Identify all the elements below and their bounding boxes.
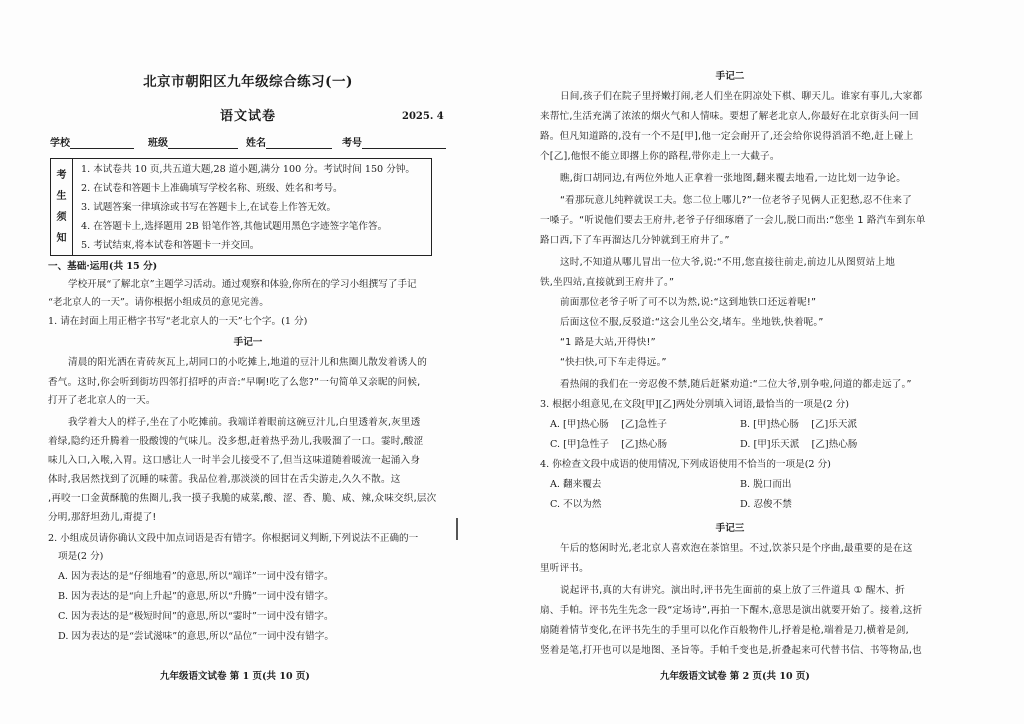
note2-line: 路口西,下了车再溜达几分钟就到王府井了。” — [540, 235, 730, 246]
q3-option-d-pair: [乙]热心肠 — [811, 439, 858, 450]
q3-option-d[interactable] — [740, 440, 857, 450]
note3-line: 说起评书,真的大有讲究。演出时,评书先生面前的桌上放了三件道具 ① 醒木、折 — [560, 585, 905, 596]
candidate-notice-box — [50, 158, 432, 256]
note1-line: 味儿入口,入喉,入胃。这口感让人一时半会儿接受不了,但当这味道随着暖流一起涌入身 — [48, 455, 421, 466]
note2-title: 手记二 — [715, 71, 745, 82]
notice-item: 2. 在试卷和答题卡上准确填写学校名称、班级、姓名和考号。 — [81, 183, 343, 194]
note1-line: 我学着大人的样子,坐在了小吃摊前。我端详着眼前这碗豆汁儿,白里透着灰,灰里透 — [68, 417, 421, 428]
exam-date: 2025. 4 — [402, 111, 444, 122]
q3-option-c-pair: [乙]热心肠 — [621, 439, 668, 450]
exam-title: 北京市朝阳区九年级综合练习(一) — [143, 74, 353, 90]
notice-header-char: 考 — [56, 170, 67, 181]
exam-number-field[interactable] — [342, 139, 446, 149]
note2-line: “1 路是大站,开得快!” — [560, 337, 656, 348]
school-blank — [70, 139, 134, 149]
q4-option-b[interactable]: B. 脱口而出 — [740, 479, 792, 490]
note3-line: 午后的悠闲时光,老北京人喜欢泡在茶馆里。不过,饮茶只是个序曲,最重要的是在这 — [560, 543, 913, 554]
paper-title: 语文试卷 — [219, 109, 276, 124]
note2-line: 一嗓子。“听说他们要去王府井,老爷子仔细琢磨了一会儿,脱口而出:“您坐 1 路汽车到东单 — [540, 215, 926, 226]
note2-line: 路。但凡知道路的,没有一个不是[甲],他一定会耐开了,还会给你说得滔滔不绝,赶上碰上 — [540, 131, 914, 142]
question-4: 4. 你检查文段中成语的使用情况,下列成语使用不恰当的一项是(2 分) — [540, 459, 831, 470]
q4-option-d[interactable]: D. 忍俊不禁 — [740, 499, 792, 510]
notice-item: 1. 本试卷共 10 页,共五道大题,28 道小题,满分 100 分。考试时间 150 分钟。 — [81, 164, 415, 175]
q3-option-b[interactable] — [740, 420, 857, 430]
q3-option-a-pair: [乙]急性子 — [621, 419, 667, 430]
q3-option-b-pair: [乙]乐天派 — [811, 419, 858, 430]
right-page — [540, 0, 926, 724]
note1-line: 分明,那舒坦劲儿,甭提了! — [48, 512, 157, 523]
q2-option-c[interactable]: C. 因为表达的是“极短时间”的意思,所以“霎时”一词中没有错字。 — [58, 611, 334, 622]
question-1: 1. 请在封面上用正楷字书写“老北京人的一天”七个字。(1 分) — [48, 316, 308, 327]
note2-line: 日间,孩子们在院子里捋嫩打闹,老人们坐在阴凉处下棋、聊天儿。谁家有事儿,大家都 — [560, 91, 923, 102]
q2-option-b[interactable]: B. 因为表达的是“向上升起”的意思,所以“升腾”一词中没有错字。 — [58, 591, 334, 602]
name-label: 姓名 — [246, 138, 266, 149]
question-2: 项是(2 分) — [58, 551, 104, 562]
note3-title: 手记三 — [715, 523, 745, 534]
class-label: 班级 — [148, 138, 168, 149]
notice-item: 4. 在答题卡上,选择题用 2B 铅笔作答,其他试题用黑色字迹签字笔作答。 — [81, 221, 388, 232]
student-info-row — [50, 139, 448, 153]
name-field[interactable] — [246, 139, 332, 149]
q2-option-d[interactable]: D. 因为表达的是“尝试滋味”的意思,所以“品位”一词中没有错字。 — [58, 631, 334, 642]
note2-line: 看热闹的我们在一旁忍俊不禁,随后赶紧劝道:“二位大爷,别争啦,问道的都走远了。” — [560, 379, 912, 390]
note2-line: “快扫快,可下车走得远。” — [560, 357, 667, 368]
question-2: 2. 小组成员请你确认文段中加点词语是否有错字。你根据词义判断,下列说法不正确的一 — [48, 533, 419, 544]
question-3: 3. 根据小组意见,在文段[甲][乙]两处分别填入词语,最恰当的一项是(2 分) — [540, 399, 849, 410]
note2-line: “看那玩意儿纯粹就误工夫。您二位上哪儿?”一位老爷子见俩人正犯愁,忍不住来了 — [560, 195, 912, 206]
notice-item: 5. 考试结束,将本试卷和答题卡一并交回。 — [81, 240, 260, 251]
note1-line: 着绿,隐约还升腾着一股酸馊的气味儿。没多想,赶着热乎劲儿,我吸溜了一口。霎时,酸涩 — [48, 436, 424, 447]
note1-line: 清晨的阳光洒在青砖灰瓦上,胡同口的小吃摊上,地道的豆汁儿和焦圈儿散发着诱人的 — [68, 357, 428, 368]
q3-option-a-label: A. [甲]热心肠 — [550, 419, 609, 430]
notice-header-char: 须 — [56, 212, 67, 223]
q3-option-c[interactable] — [550, 440, 667, 450]
name-blank — [266, 139, 332, 149]
notice-header-char: 知 — [56, 233, 67, 244]
note2-line: 前面那位老爷子听了可不以为然,说:“这到地铁口还远着呢!” — [560, 297, 817, 308]
note1-line: 香气。这时,你会听到街坊四邻打招呼的声音:“早啊!吃了么您?”一句简单又亲昵的问候, — [48, 377, 421, 388]
q3-option-a[interactable] — [550, 420, 667, 430]
q3-option-d-label: D. [甲]乐天派 — [740, 439, 800, 450]
q4-option-c[interactable]: C. 不以为然 — [550, 499, 602, 510]
margin-mark — [456, 518, 458, 540]
note2-line: 这时,不知道从哪儿冒出一位大爷,说:“不用,您直接往前走,前边儿从图贸站上地 — [560, 257, 895, 268]
intro-line: 学校开展“了解北京”主题学习活动。通过观察和体验,你所在的学习小组撰写了手记 — [68, 279, 417, 290]
note3-line: 竖着是笔,打开也可以是地图、圣旨等。手帕千变也是,折叠起来可代替书信、书等物品,也 — [540, 645, 922, 656]
class-blank — [168, 139, 238, 149]
notice-header — [51, 159, 73, 255]
school-field[interactable] — [50, 139, 134, 149]
note2-line: 后面这位不服,反驳道:“这会儿坐公交,堵车。坐地铁,快着呢。” — [560, 317, 824, 328]
page-footer: 九年级语文试卷 第 2 页(共 10 页) — [660, 671, 810, 682]
intro-line: “老北京人的一天”。请你根据小组成员的意见完善。 — [48, 297, 269, 308]
note2-line: 个[乙],他恨不能立即撂上你的路程,带你走上一大截子。 — [540, 151, 780, 162]
notice-header-char: 生 — [56, 191, 67, 202]
q2-option-a[interactable]: A. 因为表达的是“仔细地看”的意思,所以“端详”一词中没有错字。 — [58, 571, 334, 582]
school-label: 学校 — [50, 138, 70, 149]
notice-item: 3. 试题答案一律填涂或书写在答题卡上,在试卷上作答无效。 — [81, 202, 337, 213]
q3-option-b-label: B. [甲]热心肠 — [740, 419, 800, 430]
note3-line: 里听评书。 — [540, 563, 589, 574]
exam-number-label: 考号 — [342, 138, 362, 149]
note2-line: 来帮忙,生活充满了浓浓的烟火气和人情味。要想了解老北京人,你最好在北京街头问一回 — [540, 111, 919, 122]
left-page — [48, 0, 448, 724]
note2-line: 铁,坐四站,直接就到王府井了。” — [540, 277, 675, 288]
exam-number-blank — [362, 139, 446, 149]
q3-option-c-label: C. [甲]急性子 — [550, 439, 609, 450]
note1-line: 打开了老北京人的一天。 — [48, 395, 156, 406]
page-footer: 九年级语文试卷 第 1 页(共 10 页) — [160, 671, 310, 682]
note1-line: ,再咬一口金黄酥脆的焦圈儿,我一摸子我脆的咸菜,酸、涩、香、脆、咸、辣,众味交织,层次 — [48, 493, 437, 504]
q4-option-a[interactable]: A. 翻来覆去 — [550, 479, 602, 490]
note3-line: 扇随着情节变化,在评书先生的手里可以化作百般物件儿,抒着是枪,端着是刀,横着是剑, — [540, 625, 909, 636]
class-field[interactable] — [148, 139, 238, 149]
section-heading: 一、基础·运用(共 15 分) — [48, 261, 158, 272]
note1-line: 体时,我居然找到了沉睡的味蕾。我品位着,那淡淡的回甘在舌尖游走,久久不散。这 — [48, 474, 401, 485]
note2-line: 瞧,街口胡同边,有两位外地人正拿着一张地图,翻来覆去地看,一边比划一边争论。 — [560, 173, 906, 184]
note3-line: 扇、手帕。评书先生先念一段“定场诗”,再拍一下醒木,意思是演出就要开始了。接着,这折 — [540, 605, 923, 616]
note1-title: 手记一 — [233, 337, 263, 348]
